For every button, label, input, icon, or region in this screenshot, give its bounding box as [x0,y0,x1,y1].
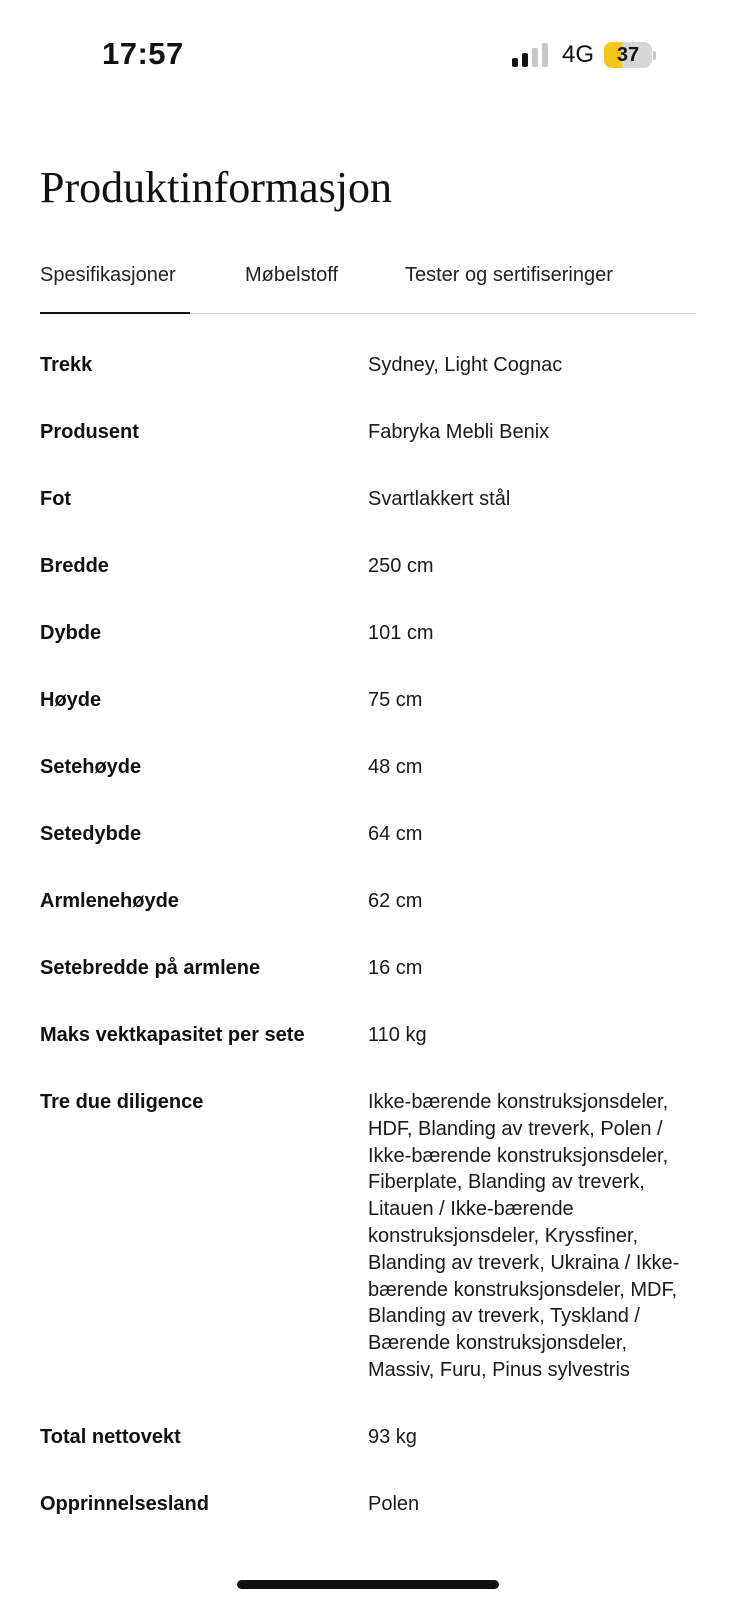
spec-row-cover [40,352,700,379]
spec-row-width [40,553,700,580]
spec-label: Dybde [40,622,102,644]
spec-label: Bredde [40,555,109,577]
spec-value: Sydney, Light Cognac [368,354,563,376]
spec-label: Høyde [40,689,102,711]
spec-label: Setehøyde [40,756,142,778]
status-indicators [512,40,656,70]
tab-upholstery[interactable]: Møbelstoff [245,264,338,286]
home-indicator[interactable] [237,1580,499,1589]
spec-value: 16 cm [368,957,423,979]
spec-label: Tre due diligence [40,1091,204,1113]
spec-label: Total nettovekt [40,1425,181,1448]
spec-label: Produsent [40,421,139,443]
spec-label: Fot [40,488,72,510]
spec-value: 75 cm [368,689,423,711]
spec-value: 62 cm [368,890,423,912]
spec-value: 64 cm [368,823,423,845]
spec-value: 93 kg [368,1425,417,1448]
spec-value: Polen [368,1492,420,1515]
spec-value: 101 cm [368,622,434,644]
network-type: 4G [561,41,594,68]
spec-row-height [40,687,700,714]
battery-level: 37 [616,43,640,66]
spec-row-seat-height [40,754,700,781]
cellular-signal-icon [512,43,548,67]
spec-row-depth [40,620,700,647]
spec-row-wood-due-diligence [40,1089,700,1384]
spec-value: 250 cm [368,555,434,577]
spec-value: 110 kg [368,1024,427,1046]
spec-value: Fabryka Mebli Benix [368,421,550,443]
spec-label: Setebredde på armlene [40,957,261,979]
spec-label: Maks vektkapasitet per sete [40,1024,305,1046]
spec-value: Svartlakkert stål [368,488,511,510]
spec-value: 48 cm [368,756,423,778]
spec-row-max-weight [40,1022,700,1049]
battery-icon [604,42,656,68]
spec-value: Ikke-bærende konstruksjonsdeler, HDF, Blanding av treverk, Polen / Ikke-bærende konstruksjonsdeler, Fiberplate, Blanding av treverk, Litauen / Ikke-bærende konstruksjonsdeler, Kryssfiner, Blanding av treverk, Ukraina / Ikke-bærende konstruksjonsdeler, MDF, Blanding av treverk, Tyskland / Bærende konstruksjonsdeler, Massiv, Furu, Pinus sylvestris [368,1091,680,1381]
spec-label: Setedybde [40,823,142,845]
spec-row-manufacturer [40,419,700,446]
spec-row-armrest-width [40,955,700,982]
spec-label: Trekk [40,354,93,376]
spec-row-legs [40,486,700,513]
tab-tests-certifications[interactable]: Tester og sertifiseringer [405,264,613,286]
spec-row-armrest-height [40,888,700,915]
spec-label: Opprinnelsesland [40,1492,209,1515]
spec-label: Armlenehøyde [40,890,179,912]
spec-row-country-of-origin [40,1491,700,1518]
spec-row-net-weight [40,1424,700,1451]
tab-specifications[interactable]: Spesifikasjoner [40,262,190,302]
spec-row-seat-depth [40,821,700,848]
tab-bar [40,262,696,314]
status-time: 17:57 [102,36,184,71]
page-title: Produktinformasjon [40,163,392,212]
spec-list [40,352,700,1558]
